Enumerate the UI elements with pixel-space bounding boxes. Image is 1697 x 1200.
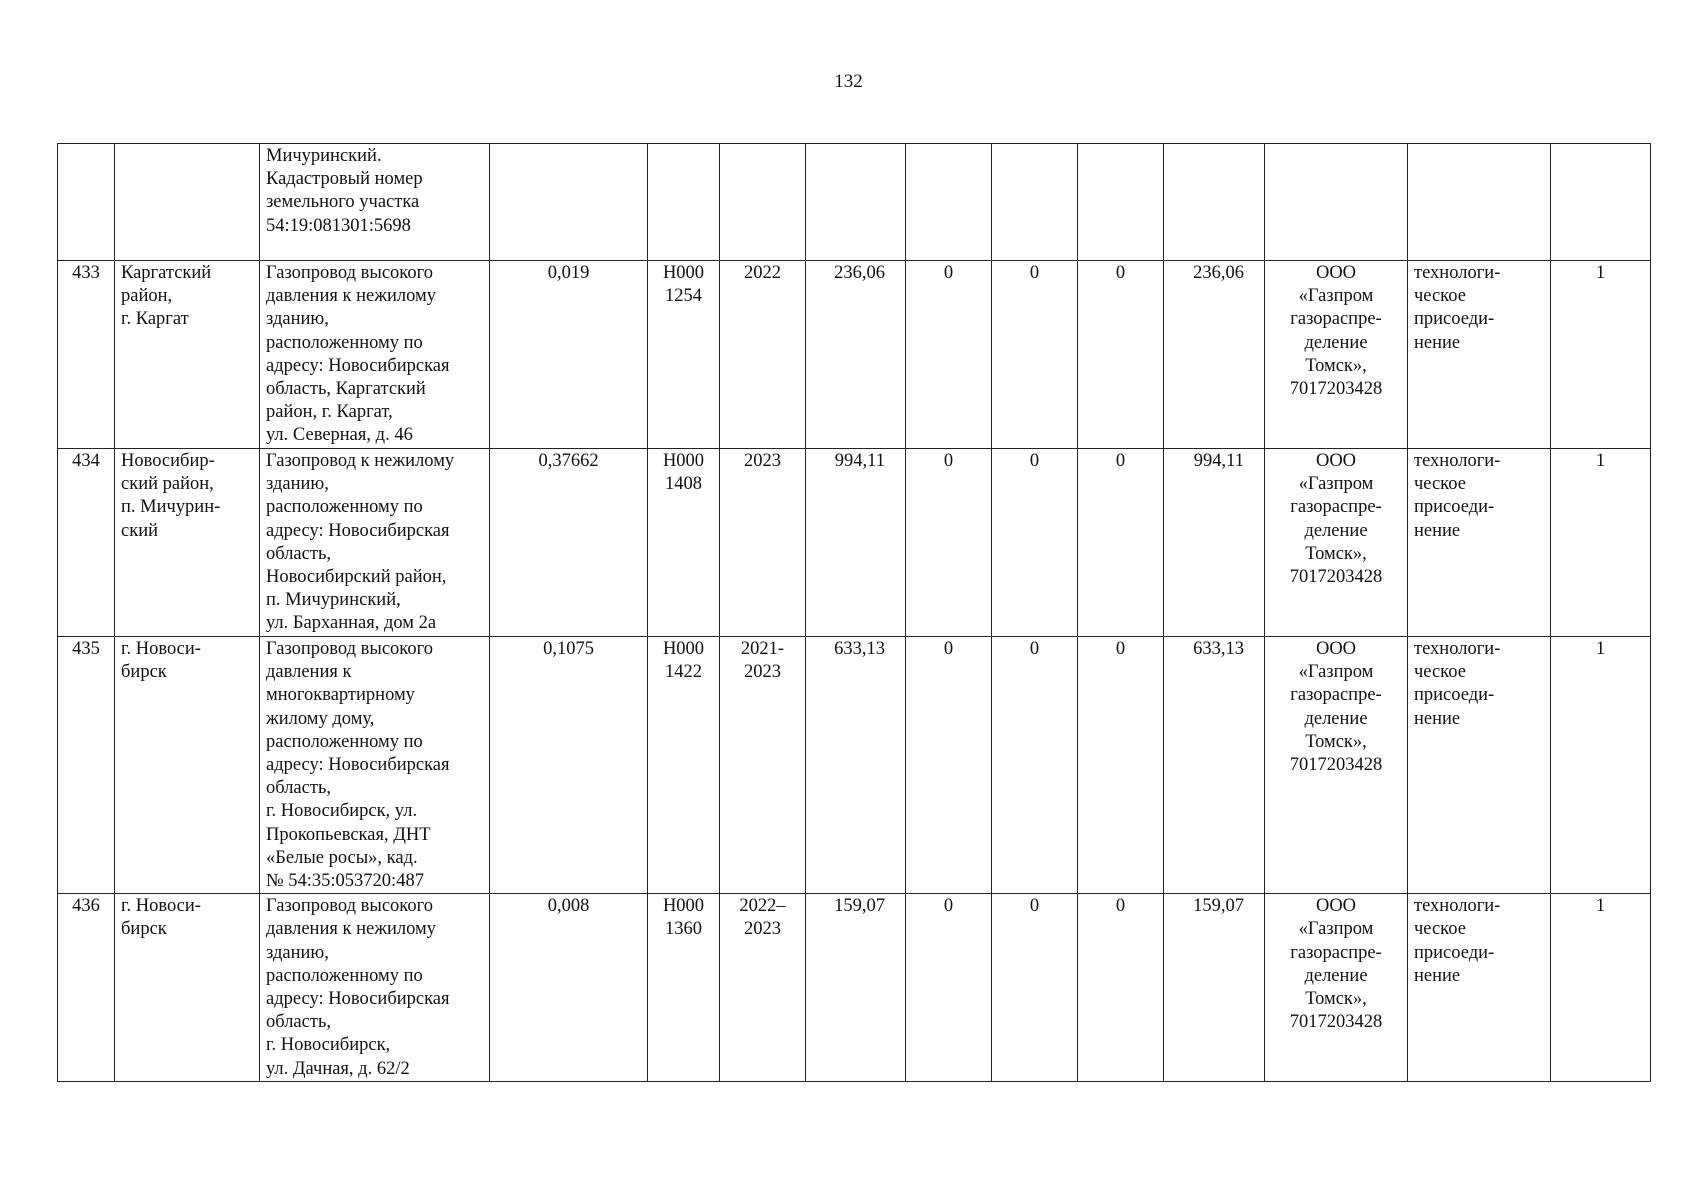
cell-value [992,144,1078,261]
table-row [58,894,1651,1082]
cell-value [1078,144,1164,261]
cell-purpose [1408,144,1551,261]
cell-years: 2023 [720,449,806,637]
cell-location: г. Новоси- бирск [115,637,260,894]
page-number: 132 [834,71,863,92]
cell-value: 0 [906,261,992,449]
cell-years: 2022 [720,261,806,449]
cell-remaining-cost [1164,144,1265,261]
cell-organization: ООО «Газпром газораспре- деление Томск», 7017203428 [1265,261,1408,449]
cell-count [1551,144,1651,261]
cell-purpose: технологи- ческое присоеди- нение [1408,894,1551,1082]
cell-row-number: 433 [58,261,115,449]
cell-total-cost: 159,07 [806,894,906,1082]
cell-total-cost [806,144,906,261]
cell-value [906,144,992,261]
cell-count: 1 [1551,449,1651,637]
cell-organization: ООО «Газпром газораспре- деление Томск», 7017203428 [1265,449,1408,637]
table-row [58,261,1651,449]
cell-value: 0 [1078,261,1164,449]
cell-organization: ООО «Газпром газораспре- деление Томск», 7017203428 [1265,637,1408,894]
cell-location: Каргатский район, г. Каргат [115,261,260,449]
cell-remaining-cost: 994,11 [1164,449,1265,637]
cell-count: 1 [1551,261,1651,449]
cell-remaining-cost: 633,13 [1164,637,1265,894]
cell-count: 1 [1551,894,1651,1082]
cell-project-code: Н000 1408 [648,449,720,637]
cell-row-number: 436 [58,894,115,1082]
cell-value: 0 [1078,637,1164,894]
cell-value: 0 [992,261,1078,449]
cell-years [720,144,806,261]
cell-row-number: 435 [58,637,115,894]
cell-remaining-cost: 159,07 [1164,894,1265,1082]
cell-total-cost: 994,11 [806,449,906,637]
table-row [58,449,1651,637]
cell-project-code: Н000 1360 [648,894,720,1082]
cell-value: 0 [992,894,1078,1082]
table-row [58,637,1651,894]
cell-location [115,144,260,261]
cell-length [490,144,648,261]
cell-purpose: технологи- ческое присоеди- нение [1408,449,1551,637]
cell-length: 0,37662 [490,449,648,637]
cell-purpose: технологи- ческое присоеди- нение [1408,261,1551,449]
cell-description: Газопровод высокого давления к нежилому зданию, расположенному по адресу: Новосибирская область, г. Новосибирск, ул. Дачная, д. 62/2 [260,894,490,1082]
cell-location: Новосибир- ский район, п. Мичурин- ский [115,449,260,637]
cell-purpose: технологи- ческое присоеди- нение [1408,637,1551,894]
table-row [58,144,1651,261]
cell-organization: ООО «Газпром газораспре- деление Томск», 7017203428 [1265,894,1408,1082]
cell-value: 0 [906,637,992,894]
cell-project-code: Н000 1422 [648,637,720,894]
cell-project-code [648,144,720,261]
cell-count: 1 [1551,637,1651,894]
cell-years: 2021- 2023 [720,637,806,894]
cell-value: 0 [992,637,1078,894]
cell-length: 0,019 [490,261,648,449]
cell-description: Газопровод к нежилому зданию, расположенному по адресу: Новосибирская область, Новосибирский район, п. Мичуринский, ул. Барханная, дом 2а [260,449,490,637]
cell-project-code: Н000 1254 [648,261,720,449]
cell-organization [1265,144,1408,261]
cell-total-cost: 633,13 [806,637,906,894]
cell-row-number [58,144,115,261]
cell-value: 0 [906,449,992,637]
cell-value: 0 [992,449,1078,637]
cell-value: 0 [906,894,992,1082]
cell-description: Газопровод высокого давления к многоквартирному жилому дому, расположенному по адресу: Новосибирская область, г. Новосибирск, ул. Прокопьевская, ДНТ «Белые росы», кад. № 54:35:053720:487 [260,637,490,894]
cell-value: 0 [1078,449,1164,637]
cell-location: г. Новоси- бирск [115,894,260,1082]
cell-remaining-cost: 236,06 [1164,261,1265,449]
cell-description: Мичуринский. Кадастровый номер земельного участка 54:19:081301:5698 [260,144,490,261]
investment-program-table [57,143,1651,1082]
cell-length: 0,008 [490,894,648,1082]
cell-value: 0 [1078,894,1164,1082]
cell-row-number: 434 [58,449,115,637]
cell-years: 2022– 2023 [720,894,806,1082]
cell-total-cost: 236,06 [806,261,906,449]
cell-length: 0,1075 [490,637,648,894]
cell-description: Газопровод высокого давления к нежилому зданию, расположенному по адресу: Новосибирская область, Каргатский район, г. Каргат, ул. Северная, д. 46 [260,261,490,449]
